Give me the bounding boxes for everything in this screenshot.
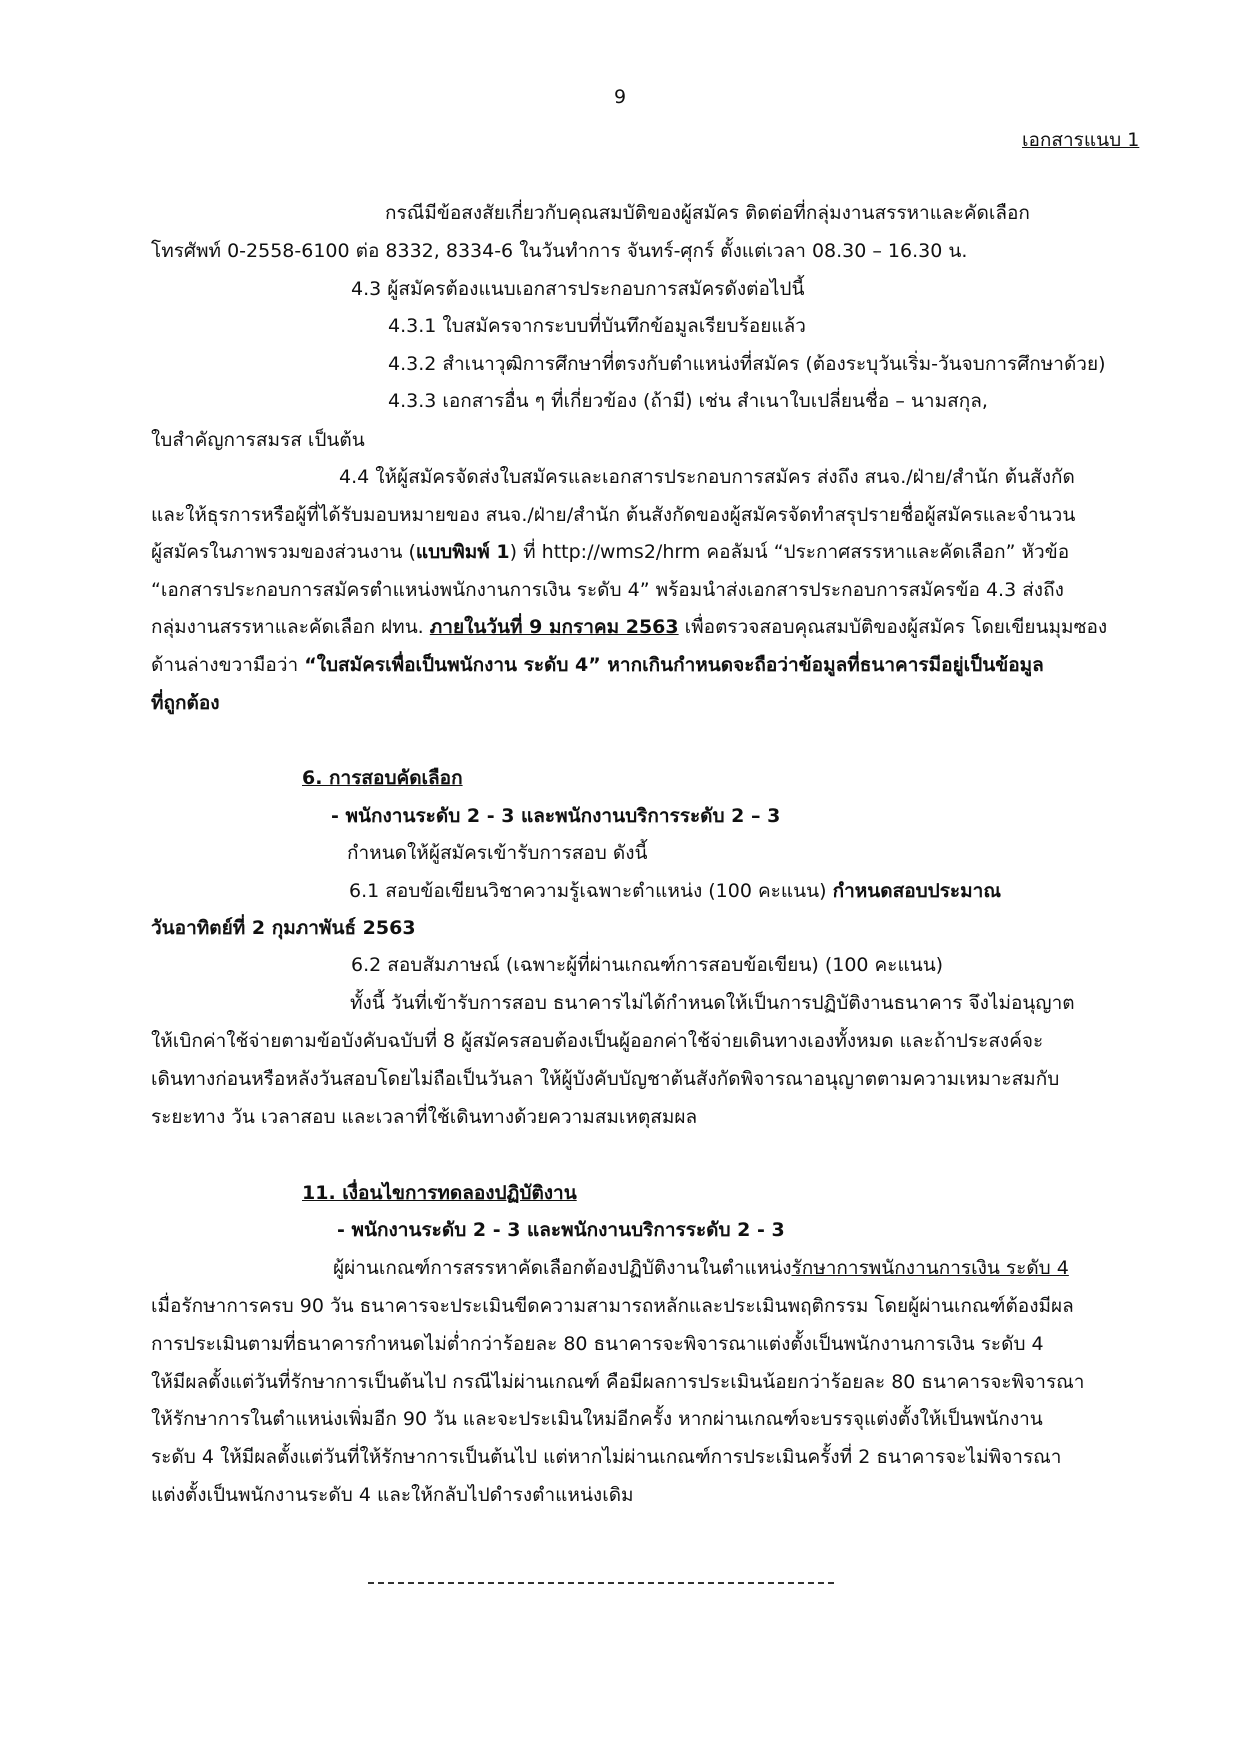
contact-line-2: โทรศัพท์ 0-2558-6100 ต่อ 8332, 8334-6 ในวันทำการ จันทร์-ศุกร์ ตั้งแต่เวลา 08.30 – 16.30 น. — [151, 240, 968, 262]
section-6-heading: 6. การสอบคัดเลือก — [302, 767, 463, 789]
section-11-line-2: เมื่อรักษาการครบ 90 วัน ธนาคารจะประเมินขีดความสามารถหลักและประเมินพฤติกรรม โดยผู้ผ่านเกณฑ์ต้องมีผล — [151, 1295, 1074, 1317]
section-4-4-line-6-text-a: ด้านล่างขวามือว่า — [151, 654, 305, 676]
section-4-4-line-1: 4.4 ให้ผู้สมัครจัดส่งใบสมัครและเอกสารประกอบการสมัคร ส่งถึง สนจ./ฝ่าย/สำนัก ต้นสังกัด — [339, 466, 1075, 488]
attachment-label: เอกสารแนบ 1 — [1022, 129, 1140, 151]
section-6-1-text: 6.1 สอบข้อเขียนวิชาความรู้เฉพาะตำแหน่ง (100 คะแนน) — [349, 880, 833, 902]
section-6-note-line-4: ระยะทาง วัน เวลาสอบ และเวลาที่ใช้เดินทางด้วยความสมเหตุสมผล — [151, 1106, 698, 1128]
section-4-4-line-5 — [151, 614, 1107, 640]
section-4-4-line-3-text-a: ผู้สมัครในภาพรวมของส่วนงาน ( — [151, 541, 416, 563]
section-11-line-3: การประเมินตามที่ธนาคารกำหนดไม่ต่ำกว่าร้อยละ 80 ธนาคารจะพิจารณาแต่งตั้งเป็นพนักงานการเงิน ระดับ 4 — [151, 1333, 1044, 1355]
section-6-1-line-1 — [349, 878, 1001, 904]
section-6-note-line-1: ทั้งนี้ วันที่เข้ารับการสอบ ธนาคารไม่ได้กำหนดให้เป็นการปฏิบัติงานธนาคาร จึงไม่อนุญาต — [350, 992, 1075, 1014]
section-4-4-line-4: “เอกสารประกอบการสมัครตำแหน่งพนักงานการเงิน ระดับ 4” พร้อมนำส่งเอกสารประกอบการสมัครข้อ 4.3 ส่งถึง — [151, 579, 1064, 601]
end-divider — [368, 1582, 834, 1584]
section-6-intro: กำหนดให้ผู้สมัครเข้ารับการสอบ ดังนี้ — [347, 842, 648, 864]
section-4-4-line-5-text-b: เพื่อตรวจสอบคุณสมบัติของผู้สมัคร โดยเขียนมุมซอง — [678, 616, 1108, 638]
page-number: 9 — [614, 86, 627, 108]
section-4-4-line-2: และให้ธุรการหรือผู้ที่ได้รับมอบหมายของ สนจ./ฝ่าย/สำนัก ต้นสังกัดของผู้สมัครจัดทำสรุปรายชื่อผู้สมัครและจำนวน — [151, 504, 1076, 526]
envelope-label-note: “ใบสมัครเพื่อเป็นพนักงาน ระดับ 4” หากเกินกำหนดจะถือว่าข้อมูลที่ธนาคารมีอยู่เป็นข้อมูล — [304, 654, 1044, 676]
section-4-4-line-3-text-b: ) ที่ http://wms2/hrm คอลัมน์ “ประกาศสรรหาและคัดเลือก” หัวข้อ — [509, 541, 1070, 563]
section-11-heading: 11. เงื่อนไขการทดลองปฏิบัติงาน — [302, 1182, 577, 1204]
deadline-date: ภายในวันที่ 9 มกราคม 2563 — [429, 616, 679, 638]
section-4-4-line-7: ที่ถูกต้อง — [151, 692, 220, 714]
section-4-4-line-3 — [151, 539, 1069, 565]
section-6-1-bold: กำหนดสอบประมาณ — [832, 880, 1001, 902]
form-name: แบบพิมพ์ 1 — [415, 541, 510, 563]
section-4-3-1: 4.3.1 ใบสมัครจากระบบที่บันทึกข้อมูลเรียบร้อยแล้ว — [388, 315, 806, 337]
section-4-4-line-5-text-a: กลุ่มงานสรรหาและคัดเลือก ฝทน. — [151, 616, 430, 638]
section-6-subheading: - พนักงานระดับ 2 - 3 และพนักงานบริการระดับ 2 – 3 — [331, 805, 781, 827]
section-4-3-heading: 4.3 ผู้สมัครต้องแนบเอกสารประกอบการสมัครดังต่อไปนี้ — [351, 278, 805, 300]
section-4-3-2: 4.3.2 สำเนาวุฒิการศึกษาที่ตรงกับตำแหน่งที่สมัคร (ต้องระบุวันเริ่ม-วันจบการศึกษาด้วย) — [388, 353, 1106, 375]
acting-position: รักษาการพนักงานการเงิน ระดับ 4 — [791, 1257, 1069, 1279]
section-11-line-7: แต่งตั้งเป็นพนักงานระดับ 4 และให้กลับไปดำรงตำแหน่งเดิม — [151, 1484, 634, 1506]
section-11-line-5: ให้รักษาการในตำแหน่งเพิ่มอีก 90 วัน และจะประเมินใหม่อีกครั้ง หากผ่านเกณฑ์จะบรรจุแต่งตั้งให้เป็นพนักงาน — [151, 1408, 1043, 1430]
section-11-subheading: - พนักงานระดับ 2 - 3 และพนักงานบริการระดับ 2 - 3 — [337, 1219, 785, 1241]
section-4-4-line-6 — [151, 652, 1044, 678]
section-6-note-line-3: เดินทางก่อนหรือหลังวันสอบโดยไม่ถือเป็นวันลา ให้ผู้บังคับบัญชาต้นสังกัดพิจารณาอนุญาตตามความเหมาะสมกับ — [151, 1068, 1060, 1090]
section-6-1-date: วันอาทิตย์ที่ 2 กุมภาพันธ์ 2563 — [151, 917, 416, 939]
section-11-line-4: ให้มีผลตั้งแต่วันที่รักษาการเป็นต้นไป กรณีไม่ผ่านเกณฑ์ คือมีผลการประเมินน้อยกว่าร้อยละ 80 ธนาคารจะพิจารณา — [151, 1371, 1085, 1393]
section-4-3-3-line-2: ใบสำคัญการสมรส เป็นต้น — [151, 429, 365, 451]
section-11-line-1-text: ผู้ผ่านเกณฑ์การสรรหาคัดเลือกต้องปฏิบัติงานในตำแหน่ง — [333, 1257, 792, 1279]
section-6-note-line-2: ให้เบิกค่าใช้จ่ายตามข้อบังคับฉบับที่ 8 ผู้สมัครสอบต้องเป็นผู้ออกค่าใช้จ่ายเดินทางเองทั้งหมด และถ้าประสงค์จะ — [151, 1030, 1044, 1052]
section-6-2: 6.2 สอบสัมภาษณ์ (เฉพาะผู้ที่ผ่านเกณฑ์การสอบข้อเขียน) (100 คะแนน) — [351, 954, 944, 976]
contact-line-1: กรณีมีข้อสงสัยเกี่ยวกับคุณสมบัติของผู้สมัคร ติดต่อที่กลุ่มงานสรรหาและคัดเลือก — [385, 202, 1030, 224]
section-11-line-1 — [333, 1255, 1069, 1281]
section-4-3-3-line-1: 4.3.3 เอกสารอื่น ๆ ที่เกี่ยวข้อง (ถ้ามี) เช่น สำเนาใบเปลี่ยนชื่อ – นามสกุล, — [388, 390, 988, 412]
section-11-line-6: ระดับ 4 ให้มีผลตั้งแต่วันที่ให้รักษาการเป็นต้นไป แต่หากไม่ผ่านเกณฑ์การประเมินครั้งที่ 2 ธนาคารจะไม่พิจารณา — [151, 1446, 1062, 1468]
